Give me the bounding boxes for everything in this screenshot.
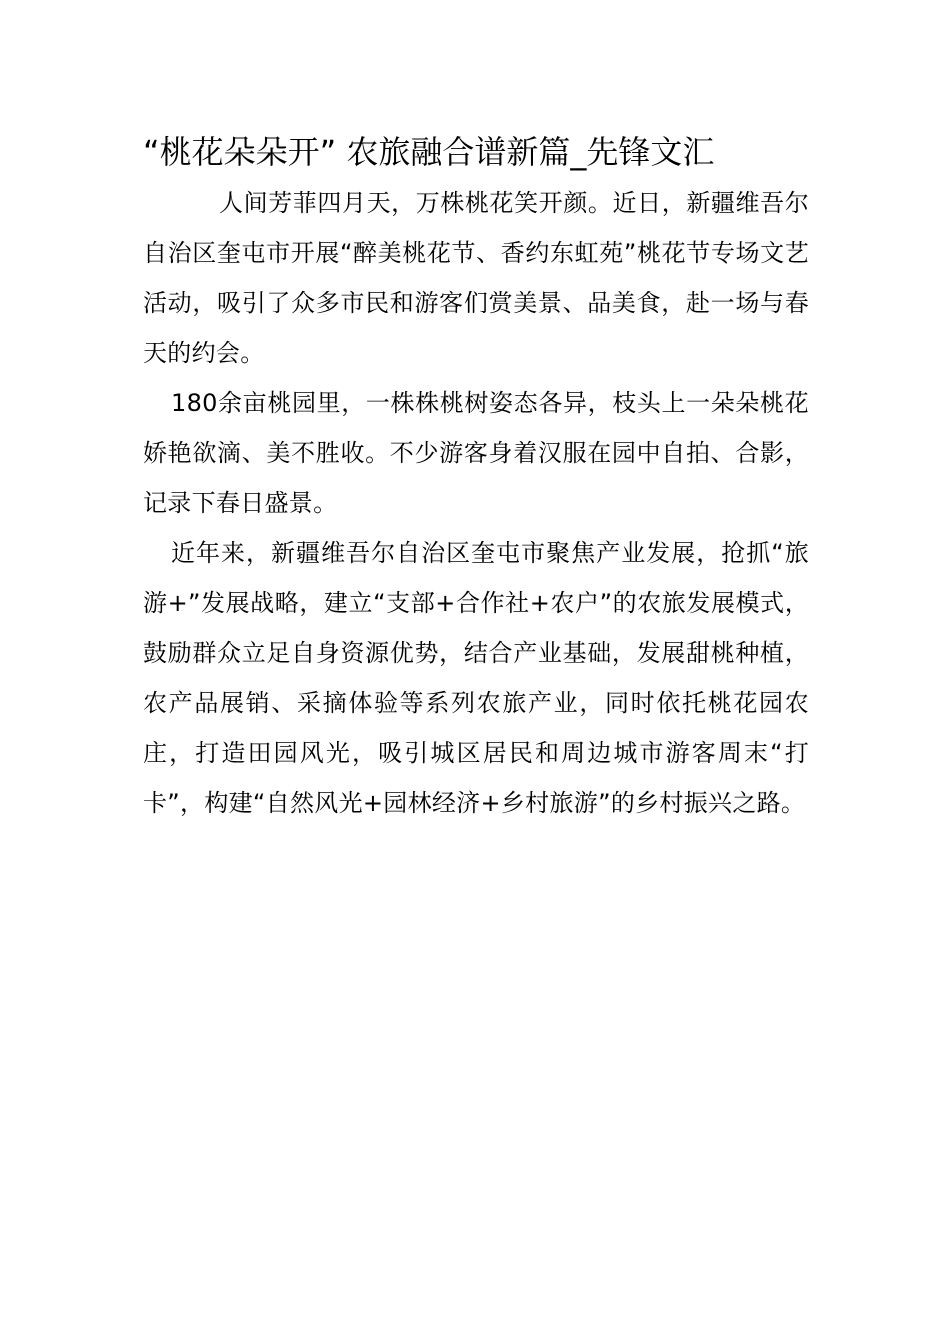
paragraph-2: 180余亩桃园里，一株株桃树姿态各异，枝头上一朵朵桃花娇艳欲滴、美不胜收。不少游客身着汉服在园中自拍、合影，记录下春日盛景。: [143, 389, 809, 517]
document-title: “桃花朵朵开” 农旅融合谱新篇_先锋文汇: [143, 133, 715, 171]
document-body: [143, 178, 809, 828]
paragraph-3: 近年来，新疆维吾尔自治区奎屯市聚焦产业发展，抢抓“旅游+”发展战略，建立“支部+合作社+农户”的农旅发展模式，鼓励群众立足自身资源优势，结合产业基础，发展甜桃种植，农产品展销、采摘体验等系列农旅产业，同时依托桃花园农庄，打造田园风光，吸引城区居民和周边城市游客周末“打卡”，构建“自然风光+园林经济+乡村旅游”的乡村振兴之路。: [143, 539, 809, 817]
paragraph-1: 人间芳菲四月天，万株桃花笑开颜。近日，新疆维吾尔自治区奎屯市开展“醉美桃花节、香约东虹苑”桃花节专场文艺活动，吸引了众多市民和游客们赏美景、品美食，赴一场与春天的约会。: [143, 189, 809, 367]
